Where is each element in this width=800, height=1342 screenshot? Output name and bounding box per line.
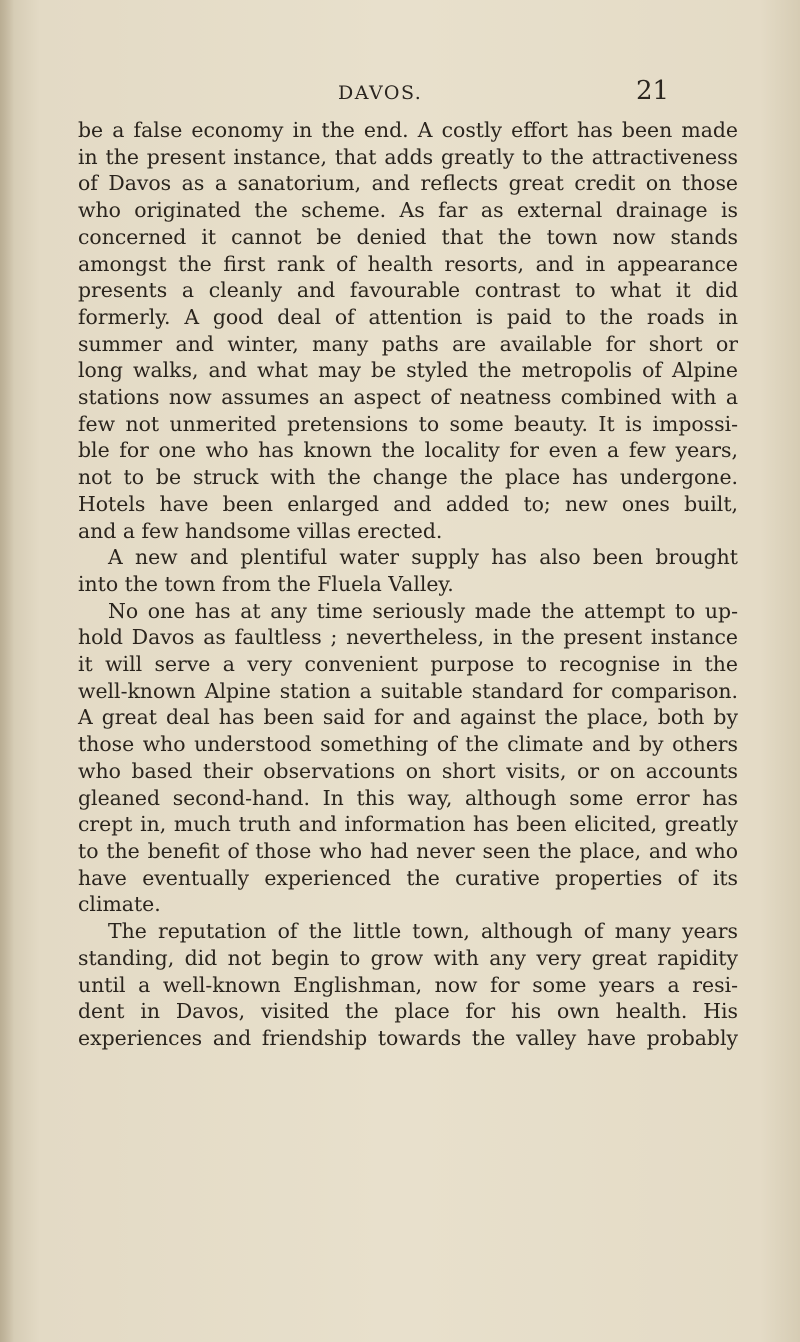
text-line: who based their observations on short visits, or on accounts — [78, 758, 738, 783]
text-line: amongst the first rank of health resorts, and in appearance — [78, 251, 738, 276]
text-line: be a false economy in the end. A costly effort has been made — [78, 118, 738, 142]
text-line: it will serve a very convenient purpose to recognise in the — [78, 652, 738, 677]
text-line: into the town from the Fluela Valley. — [78, 571, 454, 596]
page-gutter-shadow — [0, 0, 14, 1342]
text-line: No one has at any time seriously made the attempt to up- — [108, 598, 738, 623]
text-line: summer and winter, many paths are available for short or — [78, 331, 738, 356]
text-line: standing, did not begin to grow with any very great rapidity — [78, 945, 738, 970]
text-line: dent in Davos, visited the place for his own health. His — [78, 999, 738, 1024]
text-line: who originated the scheme. As far as external drainage is — [78, 198, 738, 223]
text-line: and a few handsome villas erected. — [78, 518, 443, 543]
text-line: few not unmerited pretensions to some beauty. It is impossi- — [78, 411, 738, 436]
text-line: hold Davos as faultless ; nevertheless, in the present instance — [78, 625, 738, 650]
text-line: ble for one who has known the locality for even a few years, — [78, 438, 738, 463]
text-line: gleaned second-hand. In this way, although some error has — [78, 785, 738, 810]
body-text — [78, 117, 738, 1052]
text-line: until a well-known Englishman, now for some years a resi- — [78, 972, 738, 997]
text-line: not to be struck with the change the place has undergone. — [78, 465, 738, 490]
text-line: concerned it cannot be denied that the town now stands — [78, 224, 738, 249]
text-line: to the benefit of those who had never seen the place, and who — [78, 838, 738, 863]
text-line: in the present instance, that adds greatly to the attractiveness — [78, 144, 738, 169]
text-line: those who understood something of the climate and by others — [78, 732, 738, 757]
text-line: crept in, much truth and information has been elicited, greatly — [78, 812, 738, 837]
text-line: have eventually experienced the curative properties of its — [78, 865, 738, 890]
text-line: well-known Alpine station a suitable standard for comparison. — [78, 678, 738, 703]
text-line: stations now assumes an aspect of neatness combined with a — [78, 385, 738, 410]
text-line: A new and plentiful water supply has also been brought — [108, 545, 738, 570]
running-title: DAVOS. — [338, 82, 423, 104]
text-line: The reputation of the little town, although of many years — [108, 919, 738, 944]
text-line: Hotels have been enlarged and added to; new ones built, — [78, 491, 738, 516]
text-line: formerly. A good deal of attention is paid to the roads in — [78, 304, 738, 329]
text-line: presents a cleanly and favourable contrast to what it did — [78, 278, 738, 303]
text-line: A great deal has been said for and against the place, both by — [78, 705, 738, 730]
text-line: climate. — [78, 892, 161, 917]
page-number: 21 — [636, 76, 670, 106]
running-head — [0, 78, 800, 118]
text-line: experiences and friendship towards the valley have probably — [78, 1025, 738, 1050]
text-line: long walks, and what may be styled the metropolis of Alpine — [78, 358, 738, 383]
text-line: of Davos as a sanatorium, and reflects great credit on those — [78, 171, 738, 196]
